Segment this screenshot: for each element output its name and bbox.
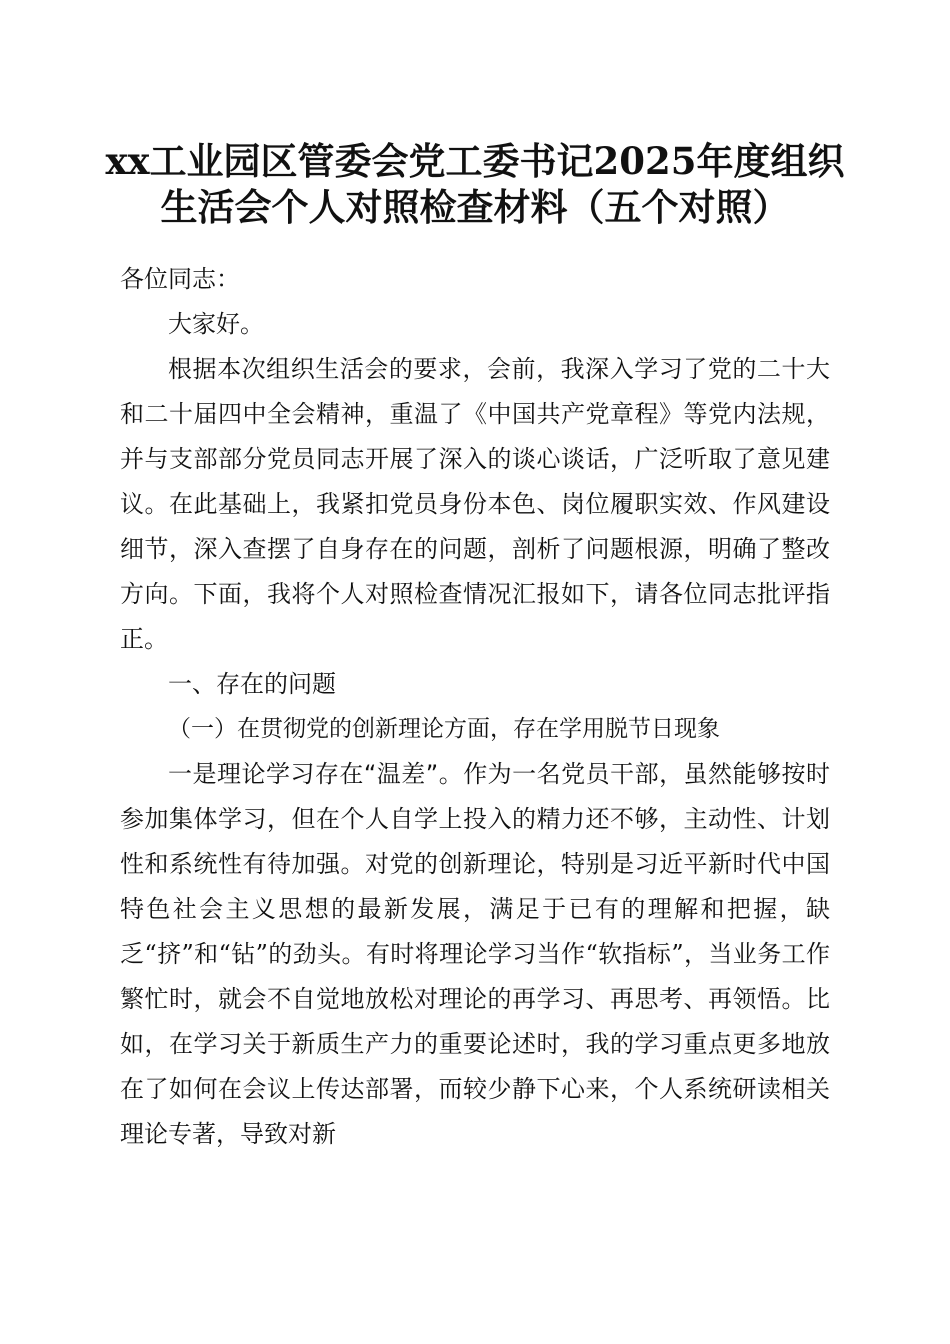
point-lead: 一是理论学习存在“温差”。: [168, 760, 464, 788]
document-body: [120, 257, 830, 1157]
document-title: [100, 138, 850, 230]
subsection-heading-theory: （一）在贯彻党的创新理论方面，存在学用脱节日现象: [168, 716, 720, 742]
section-heading-problems: 一、存在的问题: [168, 670, 336, 698]
salutation: 各位同志：: [120, 265, 240, 293]
greeting: 大家好。: [168, 310, 264, 338]
point-paragraph: [120, 752, 830, 1157]
title-line-2: 生活会个人对照检查材料（五个对照）: [160, 185, 790, 229]
title-line-1: xx工业园区管委会党工委书记2025年度组织: [105, 139, 845, 183]
point-body: 作为一名党员干部，虽然能够按时参加集体学习，但在个人自学上投入的精力还不够，主动性、计划性和系统性有待加强。对党的创新理论，特别是习近平新时代中国特色社会主义思想的最新发展，满足于已有的理解和把握，缺乏“挤”和“钻”的劲头。有时将理论学习当作“软指标”，当业务工作繁忙时，就会不自觉地放松对理论的再学习、再思考、再领悟。比如，在学习关于新质生产力的重要论述时，我的学习重点更多地放在了如何在会议上传达部署，而较少静下心来，个人系统研读相关理论专著，导致对新: [120, 760, 830, 1148]
intro-paragraph: 根据本次组织生活会的要求，会前，我深入学习了党的二十大和二十届四中全会精神，重温了《中国共产党章程》等党内法规，并与支部部分党员同志开展了深入的谈心谈话，广泛听取了意见建议。在此基础上，我紧扣党员身份本色、岗位履职实效、作风建设细节，深入查摆了自身存在的问题，剖析了问题根源，明确了整改方向。下面，我将个人对照检查情况汇报如下，请各位同志批评指正。: [120, 355, 830, 653]
